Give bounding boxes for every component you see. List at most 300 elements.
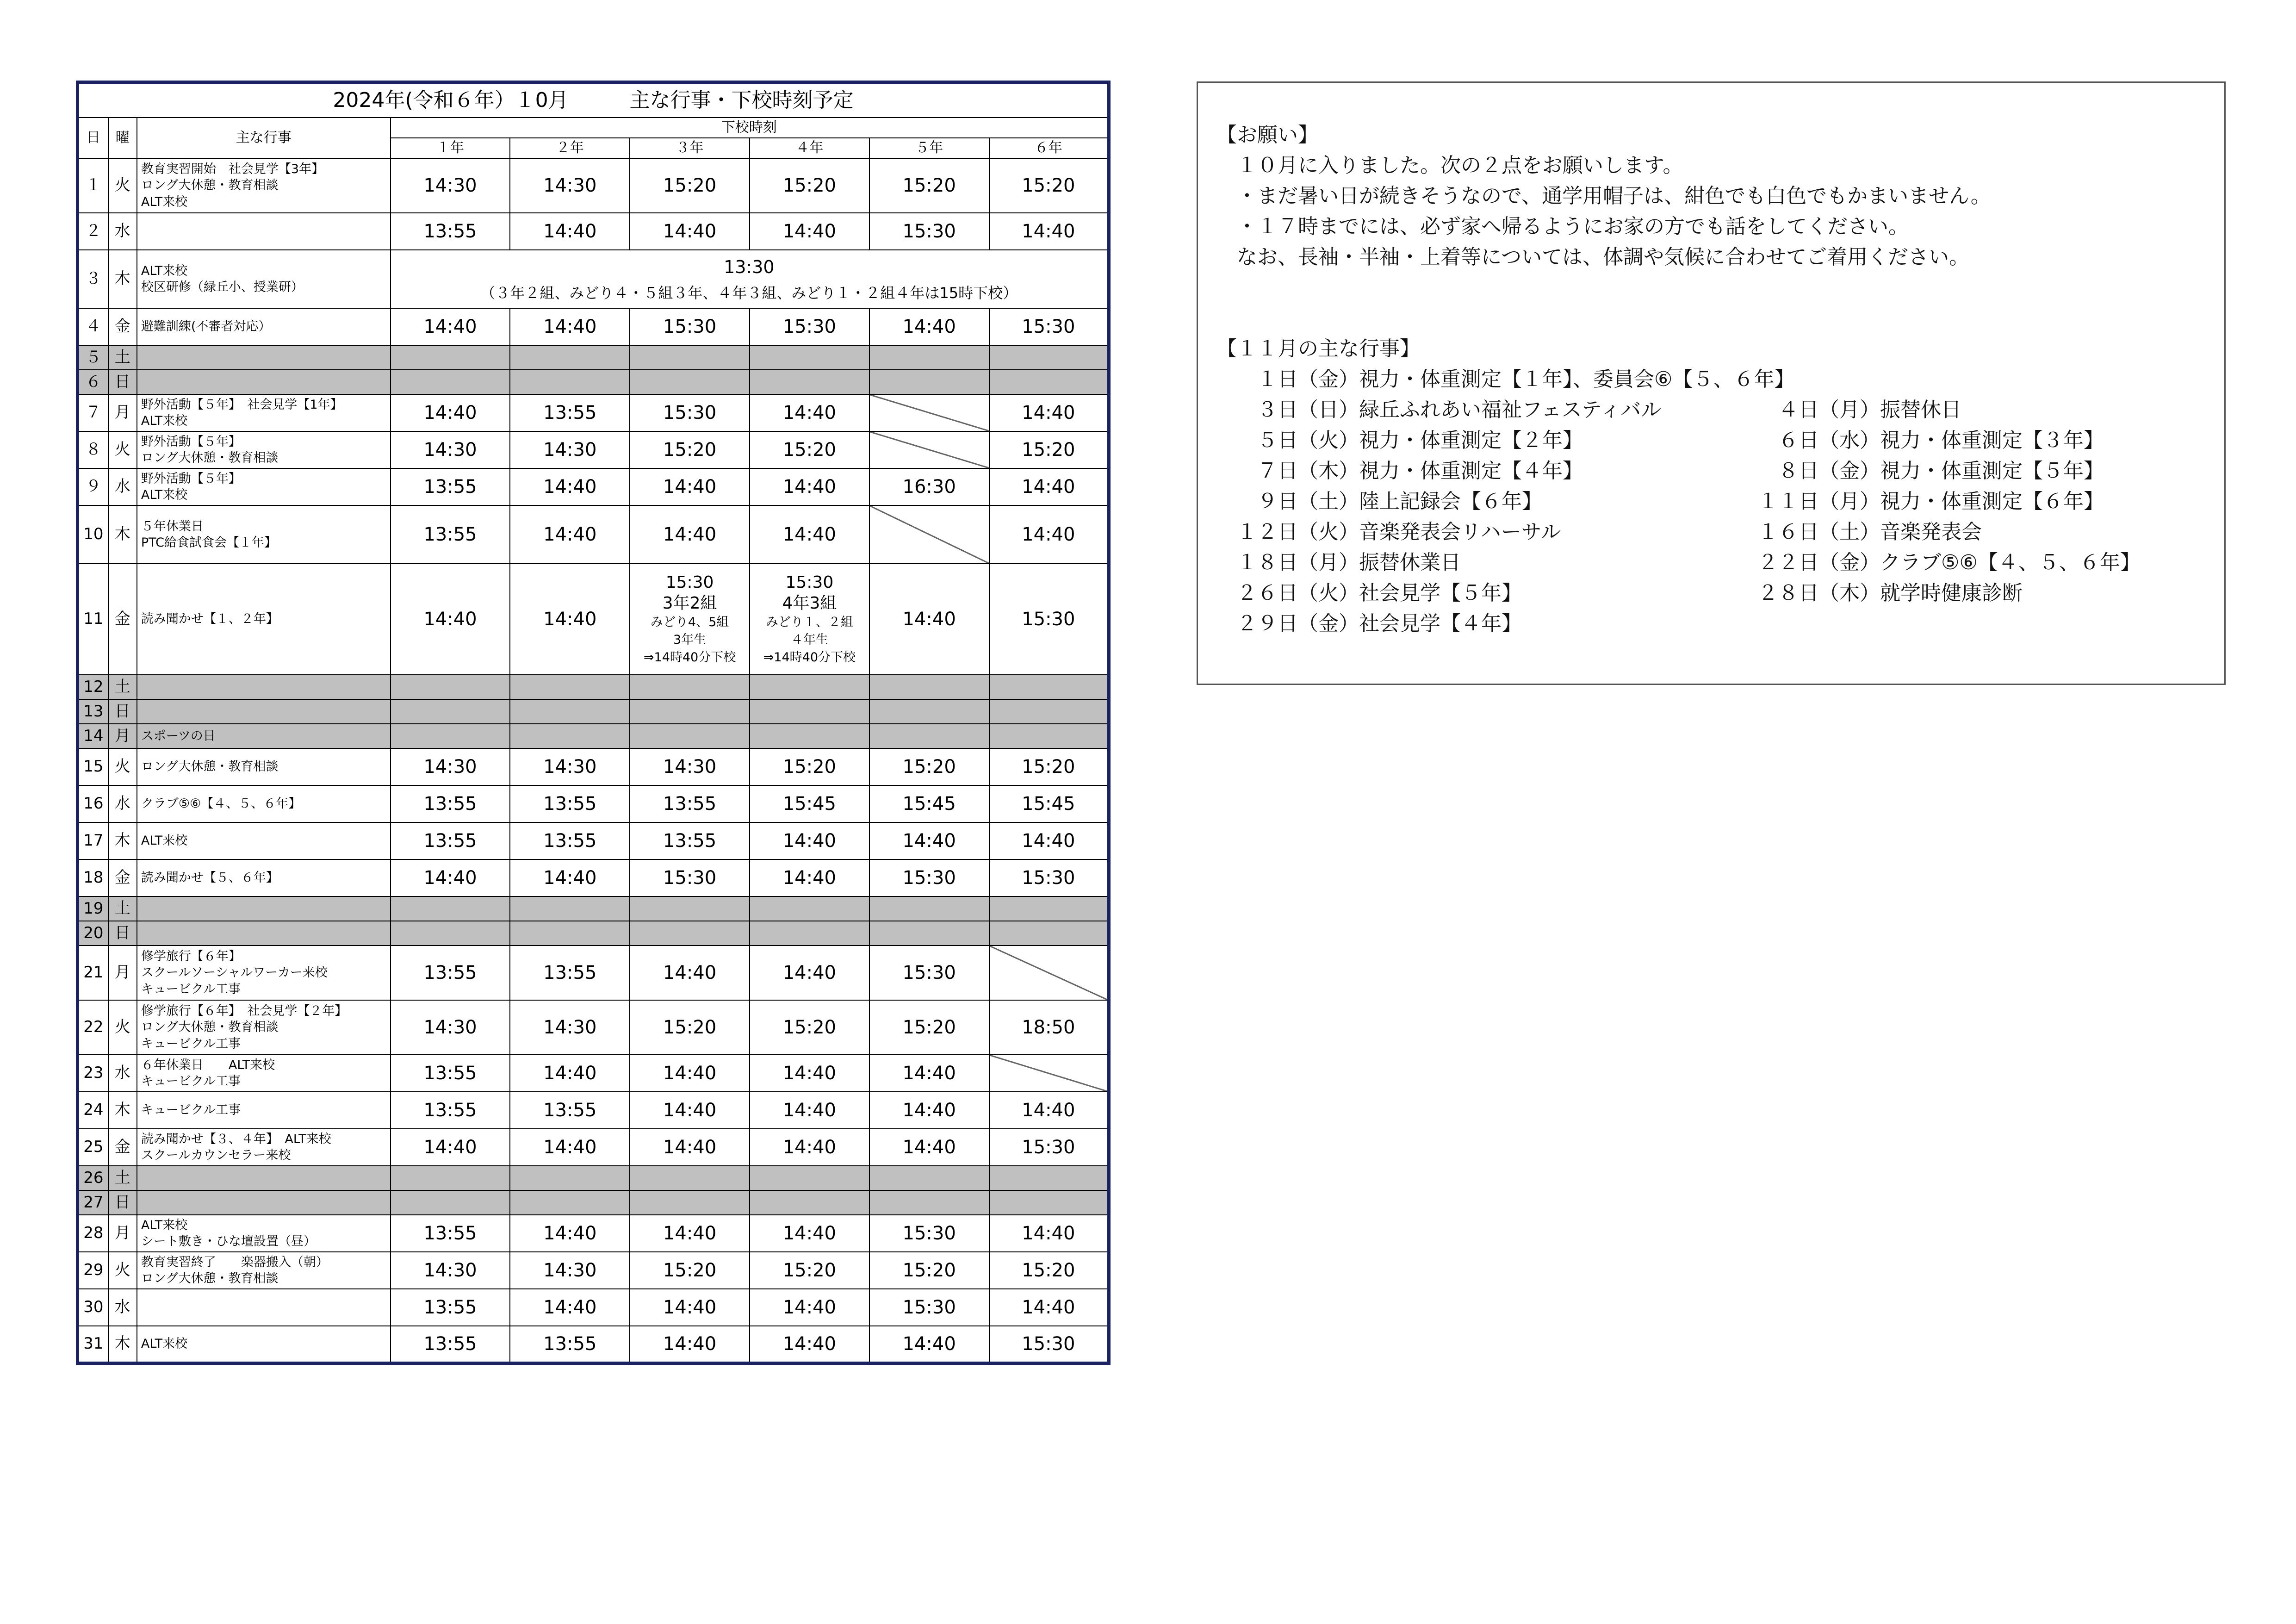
- time-cell: [391, 1166, 510, 1190]
- table-row: [78, 1129, 1109, 1166]
- time-cell: 14:40: [869, 1055, 989, 1092]
- time-cell: 14:30: [510, 158, 630, 213]
- event-cell: [137, 921, 391, 946]
- day-cell: 15: [78, 748, 108, 785]
- time-cell: 15:20: [750, 1000, 869, 1055]
- time-cell: [989, 921, 1109, 946]
- time-cell: 15:20: [750, 1252, 869, 1289]
- weekday-cell: 日: [108, 370, 137, 394]
- grade-header: ５年: [869, 138, 989, 158]
- table-row: [78, 1326, 1109, 1363]
- event-cell: [137, 699, 391, 724]
- time-cell: 14:40: [630, 1326, 750, 1363]
- special-time: 15:30: [785, 573, 834, 592]
- event-cell: ALT来校 シート敷き・ひな壇設置（昼）: [137, 1215, 391, 1252]
- time-cell: 13:55: [391, 1289, 510, 1326]
- time-cell: 14:40: [630, 468, 750, 505]
- time-cell: 14:40: [391, 859, 510, 896]
- time-cell: 13:55: [391, 1215, 510, 1252]
- table-row: [78, 896, 1109, 921]
- weekday-cell: 火: [108, 748, 137, 785]
- weekday-cell: 月: [108, 946, 137, 1000]
- special-detail: みどり4、5組: [650, 615, 729, 630]
- time-cell: 15:20: [750, 158, 869, 213]
- day-cell: ８: [78, 431, 108, 468]
- table-row: [78, 724, 1109, 748]
- event-cell: ALT来校: [137, 1326, 391, 1363]
- time-cell: 15:30: [869, 946, 989, 1000]
- time-cell: 14:40: [510, 1289, 630, 1326]
- day-cell: 24: [78, 1092, 108, 1129]
- grade-header: ４年: [750, 138, 869, 158]
- time-cell: 13:55: [630, 822, 750, 859]
- day-cell: 11: [78, 564, 108, 675]
- day-cell: 18: [78, 859, 108, 896]
- time-cell: [391, 896, 510, 921]
- time-cell: 14:40: [750, 1055, 869, 1092]
- day-cell: ７: [78, 394, 108, 431]
- time-cell: 13:55: [391, 1055, 510, 1092]
- time-cell: [630, 345, 750, 370]
- table-row: [78, 1055, 1109, 1092]
- table-row: [78, 1252, 1109, 1289]
- time-cell: 14:30: [510, 1252, 630, 1289]
- time-cell: [750, 1166, 869, 1190]
- event-cell: [137, 675, 391, 699]
- weekday-cell: 水: [108, 1289, 137, 1326]
- day-cell: ６: [78, 370, 108, 394]
- day-cell: 28: [78, 1215, 108, 1252]
- day-cell: ４: [78, 308, 108, 345]
- time-cell: [750, 921, 869, 946]
- time-cell: 14:40: [750, 505, 869, 564]
- time-cell: 14:40: [630, 213, 750, 250]
- time-cell: [630, 896, 750, 921]
- time-cell: [510, 1190, 630, 1215]
- event-cell: ロング大休憩・教育相談: [137, 748, 391, 785]
- time-cell: 14:40: [869, 1092, 989, 1129]
- time-cell: 14:40: [750, 946, 869, 1000]
- time-cell: 13:55: [510, 394, 630, 431]
- no-class-cell: [869, 505, 989, 564]
- event-cell: [137, 896, 391, 921]
- time-cell: 15:30: [630, 308, 750, 345]
- table-row: [78, 431, 1109, 468]
- day-cell: 30: [78, 1289, 108, 1326]
- time-cell: 14:40: [510, 468, 630, 505]
- november-events-heading: 【１１月の主な行事】: [1216, 337, 1420, 361]
- event-cell: 避難訓練(不審者対応）: [137, 308, 391, 345]
- event-item: １１日（月）視力・体重測定【６年】: [1758, 490, 2104, 513]
- no-class-cell: [989, 1055, 1109, 1092]
- day-cell: 19: [78, 896, 108, 921]
- weekday-cell: 土: [108, 896, 137, 921]
- event-item: ２８日（木）就学時健康診断: [1758, 581, 2023, 605]
- grade-header: ３年: [630, 138, 750, 158]
- event-cell: [137, 1289, 391, 1326]
- time-cell: 14:40: [630, 505, 750, 564]
- time-cell: 13:55: [391, 505, 510, 564]
- table-row: [78, 345, 1109, 370]
- event-cell: 読み聞かせ【１、２年】: [137, 564, 391, 675]
- day-cell: ５: [78, 345, 108, 370]
- weekday-cell: 水: [108, 468, 137, 505]
- event-item: ２９日（金）社会見学【４年】: [1216, 612, 1522, 635]
- time-cell: 14:40: [750, 1326, 869, 1363]
- event-item: ７日（木）視力・体重測定【４年】: [1216, 459, 1583, 483]
- time-cell: 14:40: [510, 1129, 630, 1166]
- day-cell: 26: [78, 1166, 108, 1190]
- time-cell: [391, 370, 510, 394]
- special-detail2: 3年生: [673, 633, 707, 647]
- table-row: [78, 1166, 1109, 1190]
- time-cell: [750, 896, 869, 921]
- event-cell: 読み聞かせ【５、６年】: [137, 859, 391, 896]
- table-row: [78, 158, 1109, 213]
- table-row: [78, 946, 1109, 1000]
- weekday-cell: 火: [108, 1000, 137, 1055]
- weekday-cell: 木: [108, 1092, 137, 1129]
- special-time: 15:30: [665, 573, 714, 592]
- dismissal-header: 下校時刻: [391, 118, 1109, 138]
- time-cell: [869, 675, 989, 699]
- event-item: ９日（土）陸上記録会【６年】: [1216, 490, 1542, 513]
- event-item: ３日（日）緑丘ふれあい福祉フェスティバル: [1216, 398, 1662, 422]
- time-cell: 15:30: [989, 859, 1109, 896]
- table-row: [78, 675, 1109, 699]
- time-cell: [989, 724, 1109, 748]
- time-cell: 14:30: [630, 748, 750, 785]
- time-cell: 15:20: [750, 748, 869, 785]
- special-group: 3年2組: [662, 594, 717, 613]
- time-cell: 14:40: [869, 1129, 989, 1166]
- time-cell: 15:30: [869, 1289, 989, 1326]
- time-cell: 14:40: [391, 308, 510, 345]
- table-row: [78, 859, 1109, 896]
- time-cell: [750, 345, 869, 370]
- day-cell: ３: [78, 250, 108, 308]
- weekday-cell: 金: [108, 564, 137, 675]
- time-cell: [869, 699, 989, 724]
- time-cell: 15:20: [869, 748, 989, 785]
- time-cell: 14:40: [750, 1092, 869, 1129]
- time-cell: 14:40: [391, 564, 510, 675]
- time-cell: 15:30: [989, 1326, 1109, 1363]
- time-cell: 14:30: [391, 431, 510, 468]
- time-cell: 15:20: [869, 1252, 989, 1289]
- weekday-cell: 月: [108, 1215, 137, 1252]
- table-row: [78, 1215, 1109, 1252]
- time-cell: [869, 724, 989, 748]
- event-cell: ALT来校: [137, 822, 391, 859]
- weekday-cell: 木: [108, 505, 137, 564]
- time-cell: 14:40: [630, 1215, 750, 1252]
- time-cell: 15:45: [989, 785, 1109, 822]
- table-row: [78, 1000, 1109, 1055]
- time-cell: 14:40: [391, 1129, 510, 1166]
- event-cell: 修学旅行【６年】 社会見学【２年】 ロング大休憩・教育相談 キュービクル工事: [137, 1000, 391, 1055]
- weekday-cell: 日: [108, 699, 137, 724]
- time-cell: [391, 1190, 510, 1215]
- table-row: [78, 785, 1109, 822]
- time-cell: 14:40: [750, 1289, 869, 1326]
- day-cell: ２: [78, 213, 108, 250]
- time-cell: 14:40: [869, 564, 989, 675]
- time-cell: [750, 724, 869, 748]
- time-cell: 15:30: [869, 1215, 989, 1252]
- time-cell: 15:20: [989, 158, 1109, 213]
- day-cell: 13: [78, 699, 108, 724]
- weekday-cell: 金: [108, 308, 137, 345]
- time-cell: 15:45: [869, 785, 989, 822]
- table-row: [78, 1092, 1109, 1129]
- time-cell: 15:20: [869, 158, 989, 213]
- notice-line: ・１７時までには、必ず家へ帰るようにお家の方でも話をしてください。: [1216, 215, 1909, 238]
- event-cell: ALT来校 校区研修（緑丘小、授業研）: [137, 250, 391, 308]
- time-cell: [989, 370, 1109, 394]
- time-cell: 14:40: [750, 1215, 869, 1252]
- table-row: [78, 308, 1109, 345]
- time-cell: 14:40: [750, 468, 869, 505]
- merged-time: 13:30: [724, 257, 775, 277]
- time-cell: [510, 724, 630, 748]
- event-item: ４日（月）振替休日: [1758, 398, 1961, 422]
- weekday-cell: 月: [108, 394, 137, 431]
- time-cell: 14:40: [391, 394, 510, 431]
- time-cell: [869, 1190, 989, 1215]
- event-cell: クラブ⑤⑥【４、５、６年】: [137, 785, 391, 822]
- time-cell: 14:40: [989, 213, 1109, 250]
- time-cell: 13:55: [510, 946, 630, 1000]
- time-cell: 14:40: [989, 468, 1109, 505]
- time-cell: [869, 1166, 989, 1190]
- time-cell: 14:40: [750, 394, 869, 431]
- day-cell: 14: [78, 724, 108, 748]
- events-header: 主な行事: [137, 118, 391, 158]
- time-cell: 14:40: [989, 394, 1109, 431]
- notice-line: ・まだ暑い日が続きそうなので、通学用帽子は、紺色でも白色でもかまいません。: [1216, 184, 1991, 208]
- time-cell: 13:55: [391, 785, 510, 822]
- weekday-cell: 日: [108, 1190, 137, 1215]
- event-item: ５日（火）視力・体重測定【２年】: [1216, 429, 1583, 452]
- weekday-cell: 火: [108, 431, 137, 468]
- day-cell: 17: [78, 822, 108, 859]
- time-cell: 15:30: [989, 308, 1109, 345]
- weekday-cell: 土: [108, 1166, 137, 1190]
- time-cell: [391, 699, 510, 724]
- time-cell: 18:50: [989, 1000, 1109, 1055]
- event-cell: キュービクル工事: [137, 1092, 391, 1129]
- time-cell: 13:55: [391, 1092, 510, 1129]
- time-cell: 14:40: [510, 1055, 630, 1092]
- event-cell: 野外活動【５年】 社会見学【1年】 ALT来校: [137, 394, 391, 431]
- time-cell: 14:30: [510, 1000, 630, 1055]
- time-cell: [630, 921, 750, 946]
- time-cell: 13:55: [391, 213, 510, 250]
- time-cell: [630, 699, 750, 724]
- time-cell: 14:40: [630, 946, 750, 1000]
- time-cell: [510, 370, 630, 394]
- time-cell: 15:20: [989, 1252, 1109, 1289]
- table-row: [78, 822, 1109, 859]
- weekday-cell: 木: [108, 250, 137, 308]
- time-cell: 13:55: [391, 468, 510, 505]
- weekday-cell: 土: [108, 675, 137, 699]
- grade-header: １年: [391, 138, 510, 158]
- time-cell: 15:30: [630, 859, 750, 896]
- time-cell: [510, 896, 630, 921]
- event-cell: [137, 213, 391, 250]
- day-cell: 16: [78, 785, 108, 822]
- time-cell: [869, 896, 989, 921]
- time-cell: 14:40: [510, 213, 630, 250]
- weekday-cell: 日: [108, 921, 137, 946]
- grade-header: ６年: [989, 138, 1109, 158]
- time-cell: 14:40: [989, 1215, 1109, 1252]
- table-row: [78, 564, 1109, 675]
- time-cell: 13:55: [391, 1326, 510, 1363]
- time-cell: [391, 345, 510, 370]
- time-cell: 15:20: [630, 158, 750, 213]
- time-cell: 14:30: [510, 748, 630, 785]
- special-time-cell: [630, 564, 750, 675]
- special-note: ⇒14時40分下校: [763, 650, 856, 665]
- time-cell: 13:55: [510, 785, 630, 822]
- time-cell: 15:30: [869, 213, 989, 250]
- time-cell: 14:40: [630, 1055, 750, 1092]
- time-cell: 14:40: [510, 308, 630, 345]
- time-cell: [869, 370, 989, 394]
- time-cell: [869, 345, 989, 370]
- day-cell: １: [78, 158, 108, 213]
- time-cell: 15:30: [869, 859, 989, 896]
- event-cell: ６年休業日 ALT来校 キュービクル工事: [137, 1055, 391, 1092]
- table-row: [78, 699, 1109, 724]
- table-row: [78, 394, 1109, 431]
- event-item: ２２日（金）クラブ⑤⑥【４、５、６年】: [1758, 551, 2141, 574]
- no-class-cell: [869, 394, 989, 431]
- event-cell: 野外活動【５年】 ロング大休憩・教育相談: [137, 431, 391, 468]
- special-time-cell: [750, 564, 869, 675]
- time-cell: 14:30: [391, 748, 510, 785]
- event-cell: 読み聞かせ【３、４年】 ALT来校 スクールカウンセラー来校: [137, 1129, 391, 1166]
- time-cell: 14:30: [391, 1000, 510, 1055]
- event-item: １８日（月）振替休業日: [1216, 551, 1461, 574]
- weekday-cell: 水: [108, 785, 137, 822]
- day-cell: 22: [78, 1000, 108, 1055]
- day-header: 日: [78, 118, 108, 158]
- time-cell: [989, 345, 1109, 370]
- event-item: [1758, 609, 2221, 639]
- table-row: [78, 1190, 1109, 1215]
- weekday-cell: 金: [108, 1129, 137, 1166]
- schedule-table: [76, 81, 1111, 1365]
- time-cell: [391, 675, 510, 699]
- day-cell: 29: [78, 1252, 108, 1289]
- table-row: [78, 370, 1109, 394]
- time-cell: 14:40: [869, 822, 989, 859]
- time-cell: [510, 1166, 630, 1190]
- time-cell: [510, 345, 630, 370]
- weekday-cell: 木: [108, 822, 137, 859]
- day-cell: 27: [78, 1190, 108, 1215]
- table-row: [78, 1289, 1109, 1326]
- table-title: 2024年(令和６年）１0月 主な行事・下校時刻予定: [78, 82, 1109, 118]
- table-row: [78, 250, 1109, 308]
- weekday-cell: 土: [108, 345, 137, 370]
- time-cell: [391, 921, 510, 946]
- time-cell: [989, 1166, 1109, 1190]
- time-cell: 16:30: [869, 468, 989, 505]
- time-cell: [750, 675, 869, 699]
- event-cell: 修学旅行【６年】 スクールソーシャルワーカー来校 キュービクル工事: [137, 946, 391, 1000]
- time-cell: [750, 1190, 869, 1215]
- time-cell: 15:20: [630, 1000, 750, 1055]
- special-detail: みどり１、２組: [765, 615, 853, 630]
- time-cell: [630, 1190, 750, 1215]
- time-cell: 14:40: [510, 1215, 630, 1252]
- time-cell: [750, 370, 869, 394]
- time-cell: [989, 896, 1109, 921]
- time-cell: 14:40: [750, 859, 869, 896]
- event-cell: [137, 1166, 391, 1190]
- event-cell: 教育実習開始 社会見学【3年】 ロング大休憩・教育相談 ALT来校: [137, 158, 391, 213]
- time-cell: 15:20: [630, 1252, 750, 1289]
- time-cell: 15:45: [750, 785, 869, 822]
- time-cell: 15:30: [630, 394, 750, 431]
- merged-time-note: （３年２組、みどり４・５組３年、４年３組、みどり１・２組４年は15時下校）: [480, 284, 1018, 302]
- time-cell: 14:30: [510, 431, 630, 468]
- time-cell: 13:55: [391, 946, 510, 1000]
- time-cell: 14:40: [750, 822, 869, 859]
- time-cell: 15:20: [869, 1000, 989, 1055]
- time-cell: [630, 724, 750, 748]
- time-cell: 14:30: [391, 1252, 510, 1289]
- grade-header: ２年: [510, 138, 630, 158]
- event-item: [1758, 364, 2221, 395]
- time-cell: [750, 699, 869, 724]
- time-cell: [989, 699, 1109, 724]
- event-item: １２日（火）音楽発表会リハーサル: [1216, 520, 1561, 544]
- day-cell: 10: [78, 505, 108, 564]
- table-row: [78, 213, 1109, 250]
- time-cell: 14:40: [510, 505, 630, 564]
- time-cell: 14:30: [391, 158, 510, 213]
- time-cell: 14:40: [989, 505, 1109, 564]
- event-item: １日（金）視力・体重測定【１年】、委員会⑥【５、６年】: [1216, 367, 1795, 391]
- time-cell: 13:55: [510, 1092, 630, 1129]
- time-cell: 14:40: [989, 822, 1109, 859]
- time-cell: 14:40: [630, 1129, 750, 1166]
- no-class-cell: [869, 431, 989, 468]
- time-cell: 14:40: [750, 213, 869, 250]
- time-cell: [510, 675, 630, 699]
- time-cell: 15:20: [630, 431, 750, 468]
- weekday-cell: 金: [108, 859, 137, 896]
- event-item: １６日（土）音楽発表会: [1758, 520, 1982, 544]
- time-cell: [630, 370, 750, 394]
- event-cell: [137, 370, 391, 394]
- time-cell: 14:40: [630, 1092, 750, 1129]
- merged-time-cell: [391, 250, 1109, 308]
- weekday-cell: 木: [108, 1326, 137, 1363]
- time-cell: [989, 675, 1109, 699]
- notice-line: １０月に入りました。次の２点をお願いします。: [1216, 154, 1683, 177]
- time-cell: [391, 724, 510, 748]
- event-item: ６日（水）視力・体重測定【３年】: [1758, 429, 2104, 452]
- time-cell: [630, 675, 750, 699]
- event-item: ２６日（火）社会見学【５年】: [1216, 581, 1522, 605]
